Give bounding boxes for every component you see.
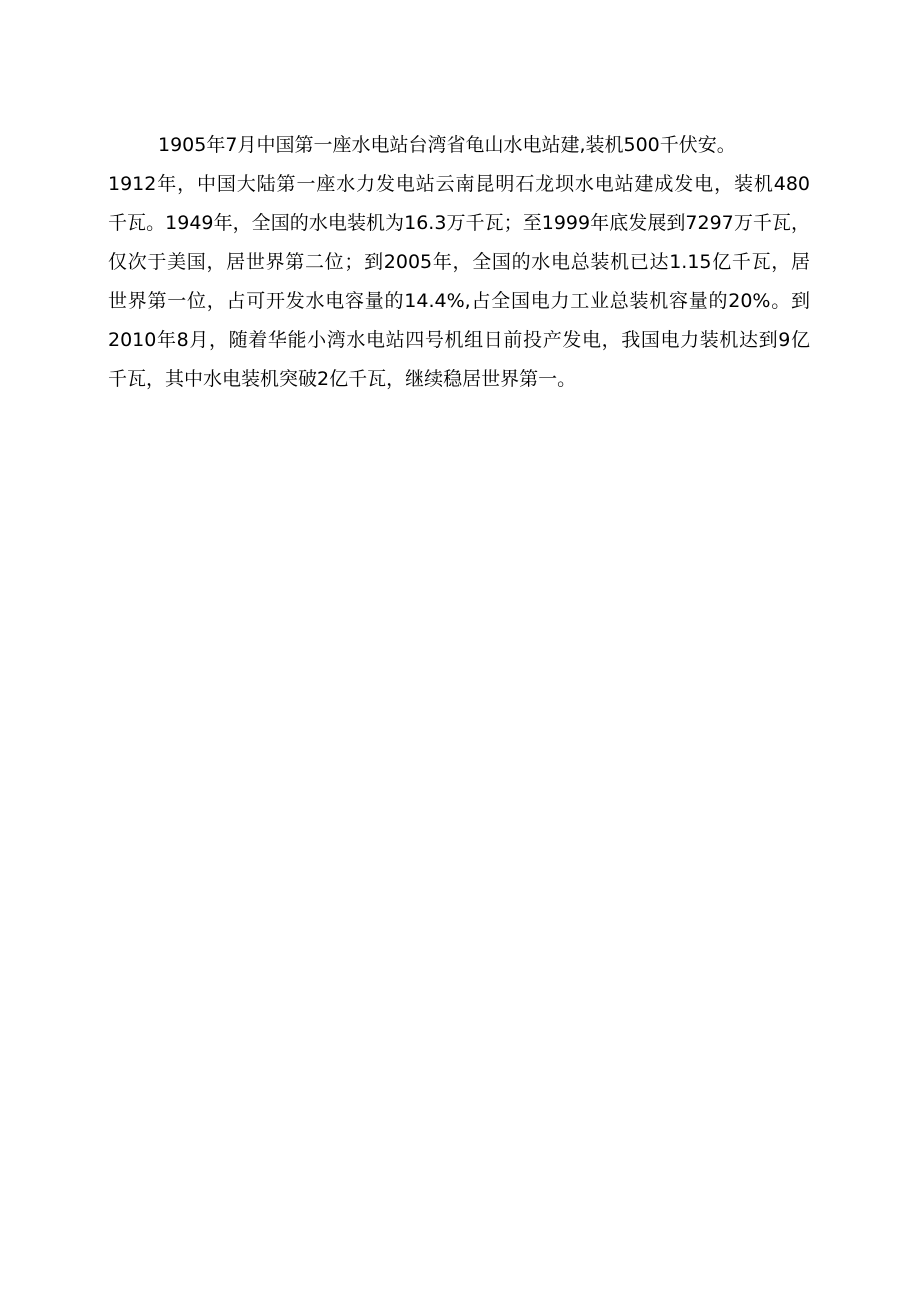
paragraph-line-5: 世界第一位，占可开发水电容量的14.4%,占全国电力工业总装机容量的20%。到 <box>108 290 810 312</box>
paragraph-line-6: 2010年8月，随着华能小湾水电站四号机组日前投产发电，我国电力装机达到9亿 <box>108 329 810 351</box>
paragraph-line-4: 仅次于美国，居世界第二位；到2005年，全国的水电总装机已达1.15亿千瓦，居 <box>108 251 810 273</box>
paragraph-line-2: 1912年，中国大陆第一座水力发电站云南昆明石龙坝水电站建成发电，装机480 <box>108 173 810 195</box>
body-paragraph <box>108 126 810 399</box>
paragraph-line-1: 1905年7月中国第一座水电站台湾省龟山水电站建,装机500千伏安。 <box>158 134 736 156</box>
paragraph-line-7: 千瓦，其中水电装机突破2亿千瓦，继续稳居世界第一。 <box>108 368 577 390</box>
paragraph-line-3: 千瓦。1949年，全国的水电装机为16.3万千瓦；至1999年底发展到7297万千瓦， <box>108 212 810 234</box>
